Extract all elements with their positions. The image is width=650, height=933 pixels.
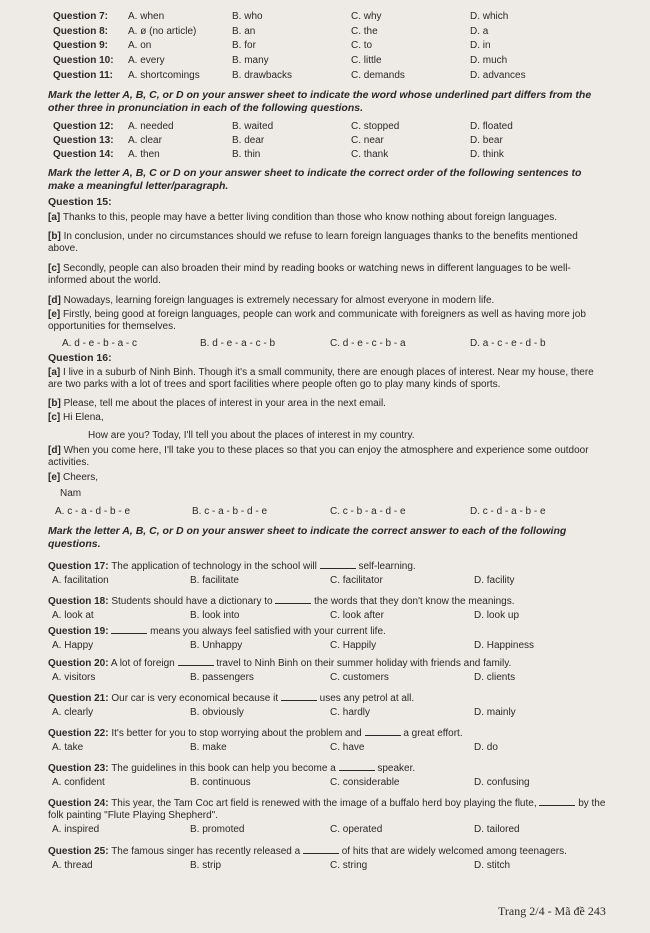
q16-sentence-a bbox=[48, 367, 608, 391]
option-a: A. confident bbox=[52, 777, 105, 788]
option-d: D. bear bbox=[470, 135, 503, 146]
option-b: B. waited bbox=[232, 121, 274, 132]
question-text-after: uses any petrol at all. bbox=[319, 693, 415, 704]
question-label: Question 19: bbox=[48, 626, 109, 637]
sentence-text: Firstly, being good at foreign languages, people can work and communicate with foreigners as well as having more job opportunities for themselves. bbox=[48, 309, 586, 332]
question-stem bbox=[48, 623, 618, 638]
option-d: D. which bbox=[470, 11, 509, 22]
option-c: C. Happily bbox=[330, 640, 377, 651]
answer-blank bbox=[178, 655, 214, 666]
sentence-tag: [b] bbox=[48, 231, 61, 242]
option-c: C. customers bbox=[330, 672, 389, 683]
answer-blank bbox=[275, 593, 311, 604]
question-label: Question 14: bbox=[53, 149, 114, 160]
q16-sentence-b bbox=[48, 398, 608, 410]
option-a: A. clearly bbox=[52, 707, 94, 718]
option-d: D. do bbox=[474, 742, 498, 753]
question-stem bbox=[48, 690, 618, 705]
question-text-after: by the folk painting "Flute Playing Shepherd". bbox=[48, 798, 606, 821]
option-c: C. have bbox=[330, 742, 365, 753]
options-row bbox=[0, 671, 650, 685]
question-text-after: the words that they don't know the meanings. bbox=[314, 596, 515, 607]
question-text-before: This year, the Tam Coc art field is renewed with the image of a buffalo herd boy playing the flute, bbox=[111, 798, 537, 809]
q16-sentence-c-body: How are you? Today, I'll tell you about the places of interest in my country. bbox=[88, 430, 415, 441]
question-text-before: The application of technology in the school will bbox=[111, 561, 317, 572]
question-text-after: a great effort. bbox=[403, 728, 463, 739]
option-d: D. Happiness bbox=[474, 640, 535, 651]
option-a: A. inspired bbox=[52, 824, 100, 835]
question-text-after: of hits that are widely welcomed among teenagers. bbox=[341, 846, 567, 857]
option-a: A. clear bbox=[128, 135, 162, 146]
options-row bbox=[0, 706, 650, 720]
option-b: B. continuous bbox=[190, 777, 251, 788]
option-b: B. thin bbox=[232, 149, 261, 160]
option-d: D. a bbox=[470, 26, 489, 37]
question-stem bbox=[48, 760, 618, 775]
option-c: C. near bbox=[351, 135, 384, 146]
question-label: Question 23: bbox=[48, 763, 109, 774]
option-a: A. then bbox=[128, 149, 160, 160]
option-b: B. promoted bbox=[190, 824, 245, 835]
option-d: D. think bbox=[470, 149, 504, 160]
q15-sentence-e bbox=[48, 309, 608, 333]
question-text-before: It's better for you to stop worrying about the problem and bbox=[111, 728, 362, 739]
option-b: B. drawbacks bbox=[232, 70, 293, 81]
question-label: Question 25: bbox=[48, 846, 109, 857]
option-a: A. c - a - d - b - e bbox=[55, 506, 131, 517]
option-d: D. clients bbox=[474, 672, 516, 683]
option-c: C. d - e - c - b - a bbox=[330, 338, 406, 349]
answer-blank bbox=[539, 795, 575, 806]
sentence-text: Cheers, bbox=[63, 472, 99, 483]
option-d: D. a - c - e - d - b bbox=[470, 338, 546, 349]
option-a: A. Happy bbox=[52, 640, 94, 651]
sentence-tag: [d] bbox=[48, 445, 61, 456]
question-label: Question 21: bbox=[48, 693, 109, 704]
question-label: Question 22: bbox=[48, 728, 109, 739]
option-d: D. facility bbox=[474, 575, 515, 586]
answer-blank bbox=[303, 843, 339, 854]
question-text-before: The guidelines in this book can help you become a bbox=[111, 763, 336, 774]
option-d: D. in bbox=[470, 40, 491, 51]
option-d: D. confusing bbox=[474, 777, 530, 788]
question-row bbox=[0, 133, 650, 148]
instruction-correct-answer: Mark the letter A, B, C, or D on your answer sheet to indicate the correct answer to each of the following questions. bbox=[48, 525, 567, 550]
sentence-tag: [d] bbox=[48, 295, 61, 306]
question-row bbox=[0, 53, 650, 68]
q16-sentence-c bbox=[48, 412, 608, 424]
page-footer: Trang 2/4 - Mã đề 243 bbox=[498, 904, 606, 918]
question-row bbox=[0, 38, 650, 53]
option-d: D. much bbox=[470, 55, 508, 66]
sentence-text: I live in a suburb of Ninh Binh. Though it's a small community, there are enough places of interest. Near my house, there are two parks with a lot of trees and sport facilities where people often go to play many kinds of sports. bbox=[48, 367, 594, 390]
q16-sentence-d bbox=[48, 445, 608, 469]
option-b: B. make bbox=[190, 742, 227, 753]
option-a: A. ø (no article) bbox=[128, 26, 197, 37]
question-row bbox=[0, 68, 650, 83]
option-a: A. d - e - b - a - c bbox=[62, 338, 138, 349]
options-row bbox=[0, 609, 650, 623]
options-row bbox=[0, 776, 650, 790]
sentence-text: In conclusion, under no circumstances should we refuse to learn foreign languages thanks to the benefits mentioned above. bbox=[48, 231, 578, 254]
answer-blank bbox=[365, 725, 401, 736]
option-b: B. strip bbox=[190, 860, 222, 871]
option-b: B. d - e - a - c - b bbox=[200, 338, 276, 349]
option-d: D. floated bbox=[470, 121, 513, 132]
option-b: B. facilitate bbox=[190, 575, 239, 586]
option-a: A. when bbox=[128, 11, 165, 22]
option-a: A. every bbox=[128, 55, 165, 66]
option-a: A. shortcomings bbox=[128, 70, 200, 81]
question-stem bbox=[48, 843, 618, 858]
question-row bbox=[0, 119, 650, 134]
question-row bbox=[0, 9, 650, 24]
sentence-text: Secondly, people can also broaden their mind by reading books or watching news in different languages to be well-informed about the world. bbox=[48, 263, 571, 286]
option-a: A. visitors bbox=[52, 672, 96, 683]
question-label: Question 12: bbox=[53, 121, 114, 132]
sentence-text: Nowadays, learning foreign languages is extremely necessary for almost everyone in modern life. bbox=[63, 295, 495, 306]
option-b: B. obviously bbox=[190, 707, 244, 718]
question-label: Question 7: bbox=[53, 11, 109, 22]
q16-sentence-e bbox=[48, 472, 608, 484]
option-c: C. the bbox=[351, 26, 378, 37]
answer-blank bbox=[111, 623, 147, 634]
option-d: D. c - d - a - b - e bbox=[470, 506, 546, 517]
sentence-tag: [b] bbox=[48, 398, 61, 409]
q16-options bbox=[0, 505, 650, 519]
option-c: C. stopped bbox=[351, 121, 400, 132]
option-a: A. facilitation bbox=[52, 575, 109, 586]
sentence-text: When you come here, I'll take you to these places so that you can enjoy the atmosphere and experience some outdoor activities. bbox=[48, 445, 589, 468]
sentence-tag: [e] bbox=[48, 472, 61, 483]
question-label: Question 24: bbox=[48, 798, 109, 809]
option-c: C. little bbox=[351, 55, 382, 66]
option-b: B. an bbox=[232, 26, 256, 37]
question-label: Question 11: bbox=[53, 70, 114, 81]
option-a: A. look at bbox=[52, 610, 94, 621]
question-text-after: self-learning. bbox=[358, 561, 416, 572]
question-label: Question 8: bbox=[53, 26, 109, 37]
option-a: A. thread bbox=[52, 860, 93, 871]
option-b: B. who bbox=[232, 11, 263, 22]
option-c: C. string bbox=[330, 860, 368, 871]
option-c: C. considerable bbox=[330, 777, 400, 788]
option-c: C. facilitator bbox=[330, 575, 383, 586]
options-row bbox=[0, 741, 650, 755]
q15-sentence-d bbox=[48, 295, 608, 307]
question-label: Question 18: bbox=[48, 596, 109, 607]
question-text-before: The famous singer has recently released a bbox=[111, 846, 301, 857]
question-label: Question 13: bbox=[53, 135, 114, 146]
question-text-before: Students should have a dictionary to bbox=[111, 596, 273, 607]
question-row bbox=[0, 24, 650, 39]
instruction-pronunciation: Mark the letter A, B, C, or D on your answer sheet to indicate the word whose underlined part differs from the other three in pronunciation in each of the following questions. bbox=[48, 89, 592, 114]
option-a: A. take bbox=[52, 742, 84, 753]
option-b: B. dear bbox=[232, 135, 265, 146]
options-row bbox=[0, 639, 650, 653]
question-stem bbox=[48, 655, 618, 670]
question-label: Question 20: bbox=[48, 658, 109, 669]
option-c: C. to bbox=[351, 40, 373, 51]
sentence-tag: [c] bbox=[48, 412, 61, 423]
question-text-after: travel to Ninh Binh on their summer holiday with friends and family. bbox=[216, 658, 512, 669]
option-b: B. Unhappy bbox=[190, 640, 243, 651]
option-c: C. demands bbox=[351, 70, 405, 81]
sentence-tag: [c] bbox=[48, 263, 61, 274]
sentence-tag: [a] bbox=[48, 212, 61, 223]
question-label: Question 17: bbox=[48, 561, 109, 572]
question-row bbox=[0, 147, 650, 162]
option-b: B. c - a - b - d - e bbox=[192, 506, 268, 517]
option-b: B. for bbox=[232, 40, 256, 51]
option-c: C. thank bbox=[351, 149, 389, 160]
option-d: D. look up bbox=[474, 610, 520, 621]
options-row bbox=[0, 859, 650, 873]
question-text-after: means you always feel satisfied with your current life. bbox=[150, 626, 386, 637]
option-d: D. advances bbox=[470, 70, 526, 81]
option-b: B. passengers bbox=[190, 672, 254, 683]
option-c: C. c - b - a - d - e bbox=[330, 506, 406, 517]
sentence-tag: [a] bbox=[48, 367, 61, 378]
instruction-order: Mark the letter A, B, C or D on your answer sheet to indicate the correct order of the following sentences to make a meaningful letter/paragraph. bbox=[48, 167, 582, 192]
option-d: D. tailored bbox=[474, 824, 520, 835]
option-c: C. why bbox=[351, 11, 382, 22]
option-a: A. on bbox=[128, 40, 152, 51]
question-label: Question 9: bbox=[53, 40, 109, 51]
answer-blank bbox=[339, 760, 375, 771]
options-row bbox=[0, 574, 650, 588]
question-label: Question 10: bbox=[53, 55, 114, 66]
option-b: B. look into bbox=[190, 610, 240, 621]
q15-sentence-a bbox=[48, 212, 608, 224]
option-c: C. operated bbox=[330, 824, 383, 835]
question-text-before: Our car is very economical because it bbox=[111, 693, 279, 704]
question-text-after: speaker. bbox=[377, 763, 416, 774]
sentence-text: Hi Elena, bbox=[63, 412, 104, 423]
q15-sentence-b bbox=[48, 231, 608, 255]
q16-signature: Nam bbox=[60, 488, 82, 499]
options-row bbox=[0, 823, 650, 837]
question-stem bbox=[48, 725, 618, 740]
option-c: C. hardly bbox=[330, 707, 371, 718]
question-stem bbox=[48, 593, 618, 608]
q15-options bbox=[0, 337, 650, 351]
question-stem bbox=[48, 558, 618, 573]
question-text-before: A lot of foreign bbox=[110, 658, 175, 669]
sentence-text: Thanks to this, people may have a better living condition than those who know nothing about foreign languages. bbox=[62, 212, 558, 223]
sentence-text: Please, tell me about the places of interest in your area in the next email. bbox=[63, 398, 386, 409]
q15-sentence-c bbox=[48, 263, 608, 287]
question-16-label: Question 16: bbox=[48, 352, 112, 364]
option-c: C. look after bbox=[330, 610, 384, 621]
sentence-tag: [e] bbox=[48, 309, 61, 320]
answer-blank bbox=[281, 690, 317, 701]
question-15-label: Question 15: bbox=[48, 196, 112, 208]
answer-blank bbox=[320, 558, 356, 569]
option-d: D. stitch bbox=[474, 860, 511, 871]
option-a: A. needed bbox=[128, 121, 174, 132]
option-b: B. many bbox=[232, 55, 269, 66]
question-stem bbox=[48, 795, 618, 822]
option-d: D. mainly bbox=[474, 707, 516, 718]
